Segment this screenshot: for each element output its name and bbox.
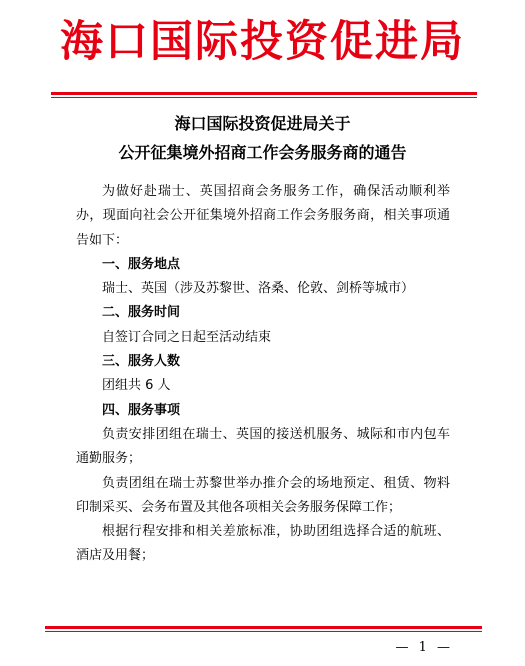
document-title-line-1: 海口国际投资促进局关于 [174, 114, 351, 133]
org-header-title: 海口国际投资促进局 [60, 17, 465, 67]
section-text-services-transport: 负责安排团组在瑞士、英国的接送机服务、城际和市内包车通勤服务； [76, 426, 450, 467]
document-body [76, 180, 450, 569]
header-divider-thick [51, 92, 477, 95]
section-text-headcount: 团组共 6 人 [102, 378, 171, 394]
section-text-services-venue: 负责团组在瑞士苏黎世举办推介会的场地预定、租赁、物料印制采买、会务布置及其他各项相关会务服务保障工作； [76, 475, 450, 515]
header-divider-thin [51, 97, 477, 98]
page-number: — 1 — [395, 640, 453, 655]
intro-paragraph: 为做好赴瑞士、英国招商会务服务工作，确保活动顺利举办，现面向社会公开征集境外招商工作会务服务商，相关事项通告如下： [76, 184, 450, 248]
section-text-time: 自签订合同之日起至活动结束 [102, 329, 272, 345]
section-text-location: 瑞士、英国（涉及苏黎世、洛桑、伦敦、剑桥等城市） [102, 281, 415, 297]
section-heading-time: 二、服务时间 [102, 305, 181, 321]
section-heading-services: 四、服务事项 [102, 402, 181, 418]
section-heading-headcount: 三、服务人数 [102, 354, 181, 370]
document-title-line-2: 公开征集境外招商工作会务服务商的通告 [118, 143, 407, 162]
section-text-services-travel: 根据行程安排和相关差旅标准，协助团组选择合适的航班、酒店及用餐； [76, 524, 450, 564]
section-heading-location: 一、服务地点 [102, 256, 181, 272]
footer-divider-thick [45, 626, 482, 629]
footer-divider-thin [45, 631, 482, 632]
